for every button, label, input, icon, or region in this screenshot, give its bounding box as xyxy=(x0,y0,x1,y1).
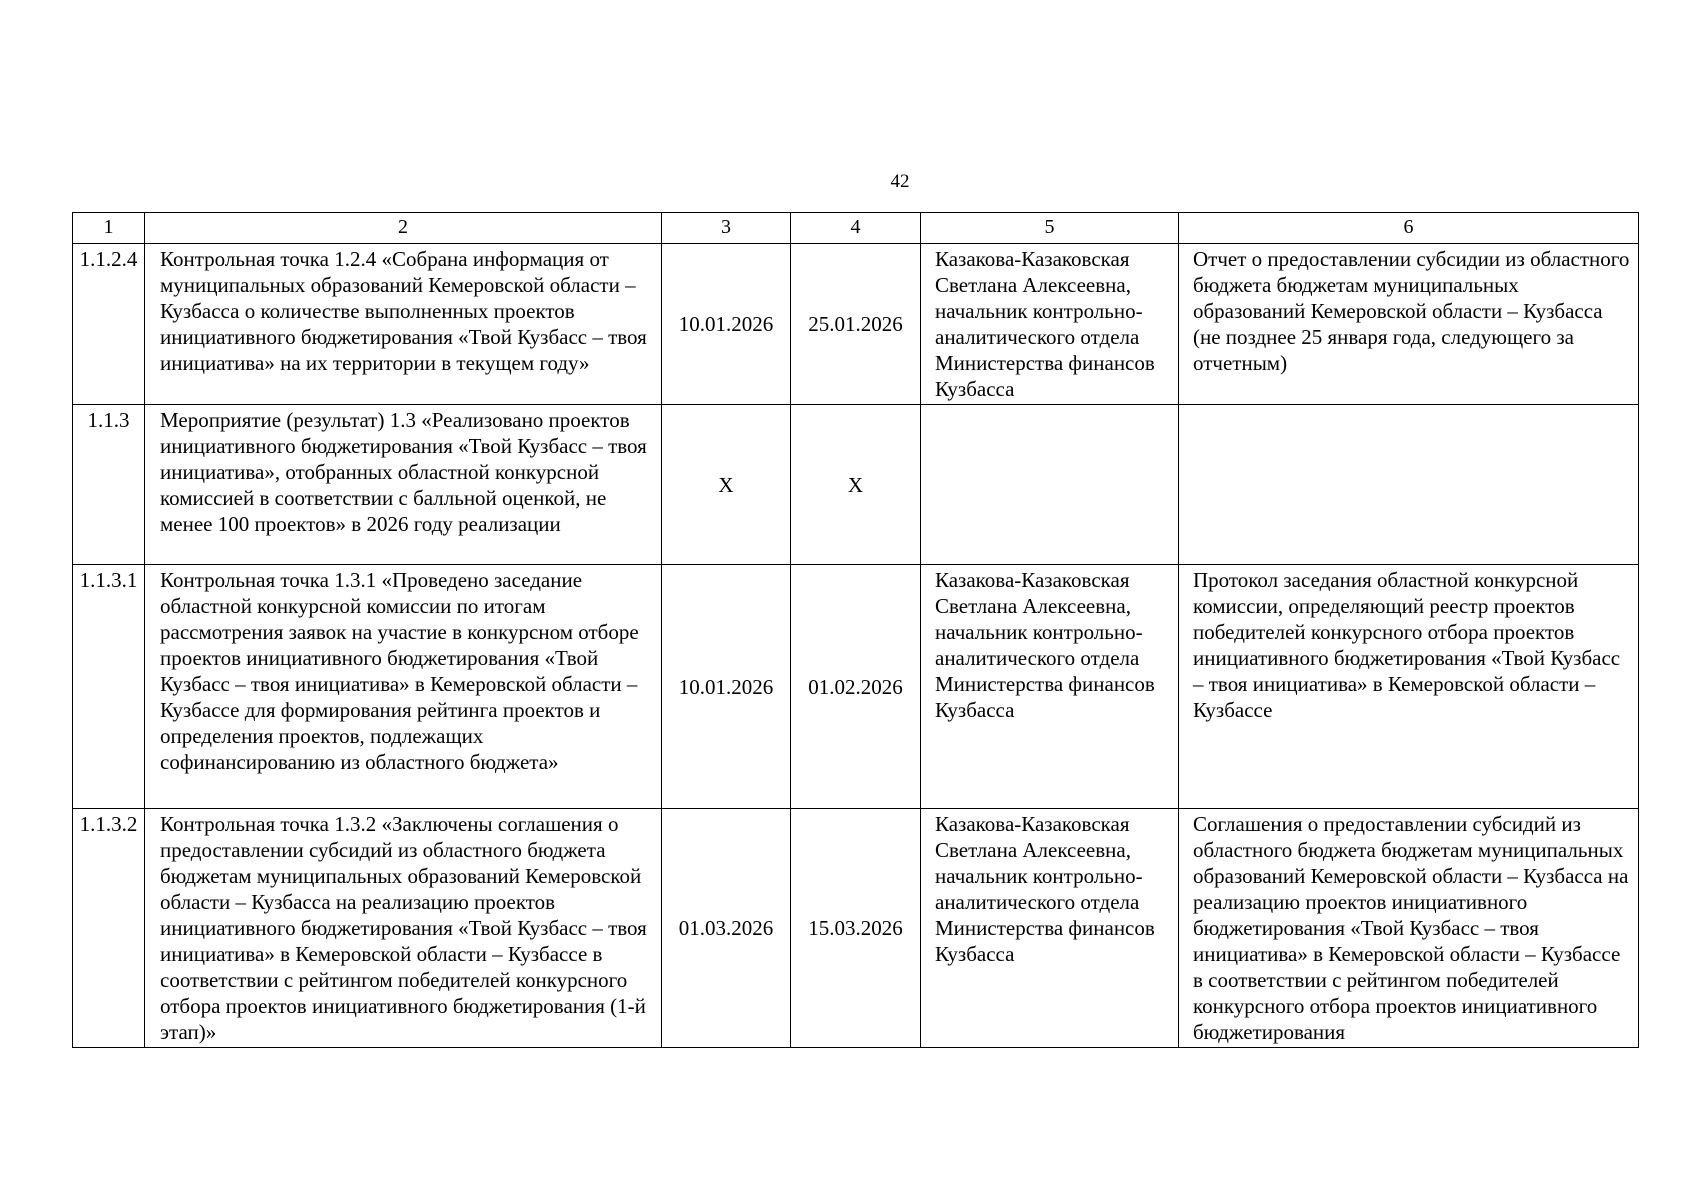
row-end-date: 25.01.2026 xyxy=(791,244,921,405)
row-responsible: Казакова-Казаковская Светлана Алексеевна, начальник контрольно-аналитического отдела Министерства финансов Кузбасса xyxy=(921,244,1179,405)
header-col-3: 3 xyxy=(662,213,791,244)
header-col-6: 6 xyxy=(1179,213,1639,244)
header-col-1: 1 xyxy=(73,213,145,244)
plan-table xyxy=(72,212,1639,1048)
row-number: 1.1.2.4 xyxy=(73,244,145,405)
row-document xyxy=(1179,405,1639,565)
row-responsible: Казакова-Казаковская Светлана Алексеевна, начальник контрольно-аналитического отдела Министерства финансов Кузбасса xyxy=(921,809,1179,1048)
row-end-date: Х xyxy=(791,405,921,565)
row-document: Отчет о предоставлении субсидии из областного бюджета бюджетам муниципальных образований Кемеровской области – Кузбасса (не позднее 25 января года, следующего за отчетным) xyxy=(1179,244,1639,405)
row-name: Контрольная точка 1.2.4 «Собрана информация от муниципальных образований Кемеровской области – Кузбасса о количестве выполненных проектов инициативного бюджетирования «Твой Кузбасс – твоя инициатива» на их территории в текущем году» xyxy=(145,244,662,405)
header-col-5: 5 xyxy=(921,213,1179,244)
header-col-4: 4 xyxy=(791,213,921,244)
row-end-date: 01.02.2026 xyxy=(791,565,921,809)
row-start-date: Х xyxy=(662,405,791,565)
table-header xyxy=(73,213,1639,244)
header-col-2: 2 xyxy=(145,213,662,244)
row-start-date: 01.03.2026 xyxy=(662,809,791,1048)
row-number: 1.1.3.2 xyxy=(73,809,145,1048)
row-document: Протокол заседания областной конкурсной комиссии, определяющий реестр проектов победителей конкурсного отбора проектов инициативного бюджетирования «Твой Кузбасс – твоя инициатива» в Кемеровской области – Кузбассе xyxy=(1179,565,1639,809)
row-responsible: Казакова-Казаковская Светлана Алексеевна, начальник контрольно-аналитического отдела Министерства финансов Кузбасса xyxy=(921,565,1179,809)
page-number: 42 xyxy=(890,171,910,192)
table-row xyxy=(73,565,1639,809)
table-row xyxy=(73,809,1639,1048)
row-name: Контрольная точка 1.3.1 «Проведено заседание областной конкурсной комиссии по итогам рассмотрения заявок на участие в конкурсном отборе проектов инициативного бюджетирования «Твой Кузбасс – твоя инициатива» в Кемеровской области – Кузбассе для формирования рейтинга проектов и определения проектов, подлежащих софинансированию из областного бюджета» xyxy=(145,565,662,809)
table-row xyxy=(73,405,1639,565)
table-row xyxy=(73,244,1639,405)
header-row xyxy=(73,213,1639,244)
row-responsible xyxy=(921,405,1179,565)
row-number: 1.1.3.1 xyxy=(73,565,145,809)
row-name: Мероприятие (результат) 1.3 «Реализовано проектов инициативного бюджетирования «Твой Кузбасс – твоя инициатива», отобранных областной конкурсной комиссией в соответствии с балльной оценкой, не менее 100 проектов» в 2026 году реализации xyxy=(145,405,662,565)
table-body xyxy=(73,244,1639,1048)
row-start-date: 10.01.2026 xyxy=(662,244,791,405)
row-number: 1.1.3 xyxy=(73,405,145,565)
row-document: Соглашения о предоставлении субсидий из областного бюджета бюджетам муниципальных образований Кемеровской области – Кузбасса на реализацию проектов инициативного бюджетирования «Твой Кузбасс – твоя инициатива» в Кемеровской области – Кузбассе в соответствии с рейтингом победителей конкурсного отбора проектов инициативного бюджетирования xyxy=(1179,809,1639,1048)
row-name: Контрольная точка 1.3.2 «Заключены соглашения о предоставлении субсидий из областного бюджета бюджетам муниципальных образований Кемеровской области – Кузбасса на реализацию проектов инициативного бюджетирования «Твой Кузбасс – твоя инициатива» в Кемеровской области – Кузбассе в соответствии с рейтингом победителей конкурсного отбора проектов инициативного бюджетирования (1-й этап)» xyxy=(145,809,662,1048)
row-end-date: 15.03.2026 xyxy=(791,809,921,1048)
row-start-date: 10.01.2026 xyxy=(662,565,791,809)
